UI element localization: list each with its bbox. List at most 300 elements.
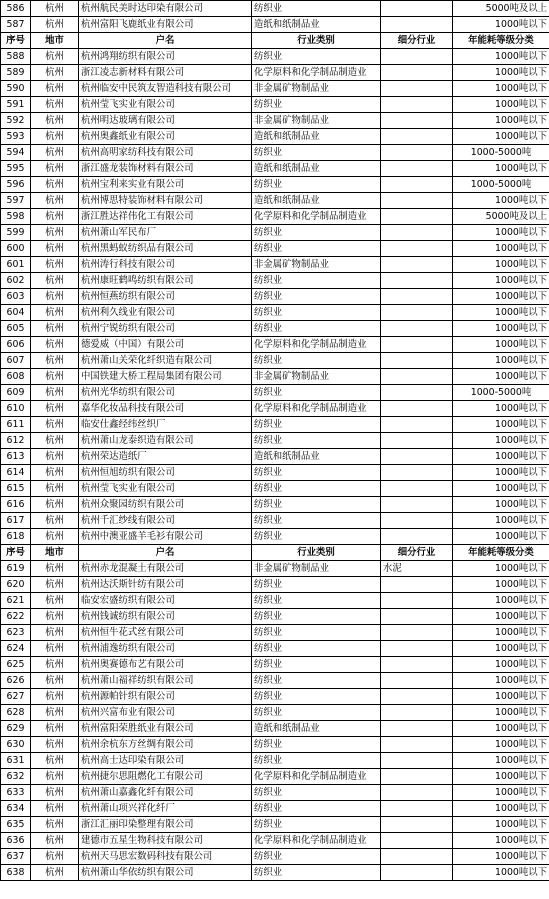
table-row [1, 817, 549, 833]
cell-company-name: 杭州萧山项兴祥化纤厂 [79, 801, 252, 817]
cell-city: 杭州 [31, 625, 79, 641]
cell-industry-category: 纺织业 [252, 785, 381, 801]
table-row [1, 177, 549, 193]
cell-company-name: 杭州源帕针织有限公司 [79, 689, 252, 705]
cell-city: 杭州 [31, 321, 79, 337]
cell-industry-category: 纺织业 [252, 801, 381, 817]
cell-sub-industry [381, 305, 453, 321]
cell-industry-category: 纺织业 [252, 353, 381, 369]
table-row [1, 289, 549, 305]
cell-industry-category: 纺织业 [252, 385, 381, 401]
table-row [1, 257, 549, 273]
cell-sub-industry [381, 97, 453, 113]
cell-industry-category: 纺织业 [252, 865, 381, 881]
cell-serial-number: 609 [1, 385, 31, 401]
cell-energy-level: 1000-5000吨 [453, 177, 549, 193]
cell-industry-category: 纺织业 [252, 625, 381, 641]
table-row [1, 369, 549, 385]
cell-city: 杭州 [31, 209, 79, 225]
cell-serial-number: 621 [1, 593, 31, 609]
cell-company-name: 杭州光华纺织有限公司 [79, 385, 252, 401]
cell-serial-number: 633 [1, 785, 31, 801]
header-city: 地市 [31, 545, 79, 561]
cell-city: 杭州 [31, 353, 79, 369]
cell-company-name: 杭州高明家纺科技有限公司 [79, 145, 252, 161]
table-row [1, 385, 549, 401]
cell-sub-industry [381, 577, 453, 593]
cell-energy-level: 1000吨以下 [453, 801, 549, 817]
table-row [1, 433, 549, 449]
cell-energy-level: 1000吨以下 [453, 497, 549, 513]
cell-sub-industry [381, 481, 453, 497]
cell-industry-category: 纺织业 [252, 177, 381, 193]
cell-sub-industry [381, 337, 453, 353]
cell-city: 杭州 [31, 305, 79, 321]
cell-company-name: 浙江盛龙装饰材料有限公司 [79, 161, 252, 177]
cell-energy-level: 1000吨以下 [453, 353, 549, 369]
cell-serial-number: 606 [1, 337, 31, 353]
table-row [1, 337, 549, 353]
cell-sub-industry [381, 81, 453, 97]
cell-company-name: 杭州萧山华依纺织有限公司 [79, 865, 252, 881]
cell-serial-number: 636 [1, 833, 31, 849]
table-row [1, 81, 549, 97]
table-row [1, 417, 549, 433]
header-sub-industry: 细分行业 [381, 33, 453, 49]
cell-sub-industry [381, 225, 453, 241]
cell-company-name: 浙江汇丽印染整理有限公司 [79, 817, 252, 833]
cell-city: 杭州 [31, 641, 79, 657]
cell-sub-industry [381, 145, 453, 161]
cell-city: 杭州 [31, 689, 79, 705]
cell-serial-number: 586 [1, 1, 31, 17]
cell-energy-level: 1000吨以下 [453, 753, 549, 769]
cell-company-name: 杭州千汇纱线有限公司 [79, 513, 252, 529]
cell-serial-number: 614 [1, 465, 31, 481]
cell-industry-category: 纺织业 [252, 97, 381, 113]
cell-serial-number: 597 [1, 193, 31, 209]
cell-company-name: 嘉华化妆品科技有限公司 [79, 401, 252, 417]
cell-energy-level: 1000吨以下 [453, 769, 549, 785]
cell-industry-category: 纺织业 [252, 49, 381, 65]
cell-energy-level: 1000吨以下 [453, 81, 549, 97]
table-row [1, 305, 549, 321]
table-row [1, 209, 549, 225]
cell-sub-industry [381, 721, 453, 737]
header-company-name: 户名 [79, 545, 252, 561]
table-row [1, 161, 549, 177]
cell-energy-level: 1000吨以下 [453, 305, 549, 321]
cell-serial-number: 622 [1, 609, 31, 625]
cell-company-name: 杭州黑蚂蚁纺织品有限公司 [79, 241, 252, 257]
table-row [1, 129, 549, 145]
cell-serial-number: 596 [1, 177, 31, 193]
cell-company-name: 杭州钱诚纺织有限公司 [79, 609, 252, 625]
cell-serial-number: 620 [1, 577, 31, 593]
cell-serial-number: 607 [1, 353, 31, 369]
cell-energy-level: 5000吨及以上 [453, 1, 549, 17]
cell-serial-number: 590 [1, 81, 31, 97]
cell-city: 杭州 [31, 161, 79, 177]
table-row [1, 481, 549, 497]
cell-serial-number: 626 [1, 673, 31, 689]
cell-energy-level: 1000吨以下 [453, 49, 549, 65]
cell-company-name: 杭州余杭东方丝绸有限公司 [79, 737, 252, 753]
cell-city: 杭州 [31, 705, 79, 721]
cell-sub-industry [381, 529, 453, 545]
cell-sub-industry [381, 849, 453, 865]
header-energy-level: 年能耗等级分类 [453, 33, 549, 49]
cell-industry-category: 化学原料和化学制品制造业 [252, 337, 381, 353]
cell-company-name: 杭州浦逸纺织有限公司 [79, 641, 252, 657]
cell-city: 杭州 [31, 129, 79, 145]
table-row [1, 705, 549, 721]
cell-company-name: 杭州恒燕纺织有限公司 [79, 289, 252, 305]
cell-industry-category: 非金属矿物制品业 [252, 369, 381, 385]
cell-company-name: 杭州恒旭纺织有限公司 [79, 465, 252, 481]
cell-industry-category: 造纸和纸制品业 [252, 161, 381, 177]
cell-serial-number: 598 [1, 209, 31, 225]
cell-company-name: 杭州利久线业有限公司 [79, 305, 252, 321]
cell-energy-level: 1000吨以下 [453, 833, 549, 849]
table-row [1, 785, 549, 801]
table-row [1, 273, 549, 289]
cell-energy-level: 5000吨及以上 [453, 209, 549, 225]
cell-sub-industry [381, 657, 453, 673]
cell-serial-number: 589 [1, 65, 31, 81]
cell-sub-industry [381, 497, 453, 513]
table-header-row [1, 545, 549, 561]
table-row [1, 225, 549, 241]
cell-energy-level: 1000吨以下 [453, 561, 549, 577]
cell-energy-level: 1000吨以下 [453, 577, 549, 593]
cell-industry-category: 纺织业 [252, 241, 381, 257]
cell-serial-number: 600 [1, 241, 31, 257]
table-row [1, 721, 549, 737]
cell-sub-industry [381, 401, 453, 417]
cell-serial-number: 615 [1, 481, 31, 497]
cell-sub-industry [381, 417, 453, 433]
cell-industry-category: 造纸和纸制品业 [252, 449, 381, 465]
cell-company-name: 杭州奥鑫纸业有限公司 [79, 129, 252, 145]
cell-company-name: 杭州莹飞实业有限公司 [79, 481, 252, 497]
cell-industry-category: 化学原料和化学制品制造业 [252, 833, 381, 849]
cell-company-name: 杭州荣达造纸厂 [79, 449, 252, 465]
cell-city: 杭州 [31, 177, 79, 193]
cell-city: 杭州 [31, 337, 79, 353]
cell-industry-category: 纺织业 [252, 497, 381, 513]
table-row [1, 17, 549, 33]
table-row [1, 193, 549, 209]
header-sub-industry: 细分行业 [381, 545, 453, 561]
table-row [1, 577, 549, 593]
cell-company-name: 杭州临安中民筑友智造科技有限公司 [79, 81, 252, 97]
cell-sub-industry [381, 769, 453, 785]
cell-company-name: 杭州达沃斯针纺有限公司 [79, 577, 252, 593]
cell-energy-level: 1000吨以下 [453, 193, 549, 209]
cell-sub-industry [381, 833, 453, 849]
cell-energy-level: 1000吨以下 [453, 673, 549, 689]
cell-serial-number: 604 [1, 305, 31, 321]
cell-energy-level: 1000吨以下 [453, 129, 549, 145]
cell-sub-industry [381, 161, 453, 177]
cell-sub-industry [381, 177, 453, 193]
cell-energy-level: 1000吨以下 [453, 161, 549, 177]
table-row [1, 465, 549, 481]
cell-energy-level: 1000吨以下 [453, 609, 549, 625]
table-row [1, 145, 549, 161]
cell-sub-industry [381, 737, 453, 753]
cell-sub-industry [381, 593, 453, 609]
cell-serial-number: 587 [1, 17, 31, 33]
cell-industry-category: 纺织业 [252, 305, 381, 321]
cell-serial-number: 602 [1, 273, 31, 289]
cell-sub-industry [381, 705, 453, 721]
cell-sub-industry [381, 257, 453, 273]
cell-sub-industry [381, 369, 453, 385]
table-row [1, 689, 549, 705]
cell-serial-number: 595 [1, 161, 31, 177]
cell-energy-level: 1000吨以下 [453, 17, 549, 33]
cell-city: 杭州 [31, 513, 79, 529]
cell-serial-number: 619 [1, 561, 31, 577]
cell-sub-industry [381, 273, 453, 289]
cell-energy-level: 1000吨以下 [453, 321, 549, 337]
table-row [1, 593, 549, 609]
cell-serial-number: 601 [1, 257, 31, 273]
cell-city: 杭州 [31, 145, 79, 161]
cell-company-name: 杭州萧山龙泰织造有限公司 [79, 433, 252, 449]
cell-sub-industry [381, 65, 453, 81]
cell-city: 杭州 [31, 529, 79, 545]
cell-sub-industry [381, 673, 453, 689]
cell-company-name: 浙江胜达祥伟化工有限公司 [79, 209, 252, 225]
cell-industry-category: 化学原料和化学制品制造业 [252, 209, 381, 225]
cell-sub-industry [381, 433, 453, 449]
cell-energy-level: 1000吨以下 [453, 401, 549, 417]
cell-city: 杭州 [31, 241, 79, 257]
cell-industry-category: 纺织业 [252, 417, 381, 433]
cell-serial-number: 594 [1, 145, 31, 161]
table-row [1, 113, 549, 129]
cell-sub-industry [381, 385, 453, 401]
cell-energy-level: 1000吨以下 [453, 257, 549, 273]
cell-serial-number: 605 [1, 321, 31, 337]
cell-city: 杭州 [31, 817, 79, 833]
cell-serial-number: 616 [1, 497, 31, 513]
cell-city: 杭州 [31, 561, 79, 577]
cell-sub-industry [381, 785, 453, 801]
cell-energy-level: 1000吨以下 [453, 481, 549, 497]
cell-sub-industry [381, 801, 453, 817]
cell-city: 杭州 [31, 577, 79, 593]
cell-city: 杭州 [31, 97, 79, 113]
cell-sub-industry [381, 625, 453, 641]
cell-serial-number: 632 [1, 769, 31, 785]
cell-company-name: 临安宏盛纺织有限公司 [79, 593, 252, 609]
cell-city: 杭州 [31, 17, 79, 33]
cell-serial-number: 591 [1, 97, 31, 113]
table-row [1, 657, 549, 673]
cell-city: 杭州 [31, 657, 79, 673]
cell-city: 杭州 [31, 433, 79, 449]
cell-energy-level: 1000吨以下 [453, 273, 549, 289]
cell-city: 杭州 [31, 401, 79, 417]
cell-city: 杭州 [31, 801, 79, 817]
cell-city: 杭州 [31, 833, 79, 849]
cell-company-name: 杭州恒牛花式丝有限公司 [79, 625, 252, 641]
cell-industry-category: 纺织业 [252, 689, 381, 705]
cell-sub-industry [381, 641, 453, 657]
cell-company-name: 杭州鸿翔纺织有限公司 [79, 49, 252, 65]
table-row [1, 801, 549, 817]
table-row [1, 561, 549, 577]
cell-energy-level: 1000吨以下 [453, 417, 549, 433]
cell-industry-category: 纺织业 [252, 529, 381, 545]
cell-city: 杭州 [31, 481, 79, 497]
cell-industry-category: 纺织业 [252, 577, 381, 593]
cell-energy-level: 1000吨以下 [453, 225, 549, 241]
cell-industry-category: 造纸和纸制品业 [252, 129, 381, 145]
cell-company-name: 建德市五星生物科技有限公司 [79, 833, 252, 849]
cell-company-name: 杭州兴富布业有限公司 [79, 705, 252, 721]
cell-city: 杭州 [31, 465, 79, 481]
cell-city: 杭州 [31, 225, 79, 241]
cell-energy-level: 1000吨以下 [453, 865, 549, 881]
cell-industry-category: 纺织业 [252, 145, 381, 161]
cell-energy-level: 1000吨以下 [453, 849, 549, 865]
cell-company-name: 杭州明达玻璃有限公司 [79, 113, 252, 129]
cell-sub-industry [381, 49, 453, 65]
cell-sub-industry [381, 465, 453, 481]
cell-company-name: 杭州莹飞实业有限公司 [79, 97, 252, 113]
cell-industry-category: 纺织业 [252, 817, 381, 833]
header-industry-category: 行业类别 [252, 33, 381, 49]
cell-energy-level: 1000吨以下 [453, 705, 549, 721]
cell-company-name: 杭州宝利来实业有限公司 [79, 177, 252, 193]
cell-company-name: 杭州中澳亚盛羊毛衫有限公司 [79, 529, 252, 545]
cell-energy-level: 1000吨以下 [453, 513, 549, 529]
cell-serial-number: 593 [1, 129, 31, 145]
cell-energy-level: 1000吨以下 [453, 737, 549, 753]
cell-industry-category: 纺织业 [252, 225, 381, 241]
cell-city: 杭州 [31, 609, 79, 625]
cell-industry-category: 纺织业 [252, 609, 381, 625]
cell-city: 杭州 [31, 193, 79, 209]
cell-energy-level: 1000吨以下 [453, 657, 549, 673]
cell-sub-industry [381, 289, 453, 305]
cell-company-name: 杭州捷尔思阻燃化工有限公司 [79, 769, 252, 785]
cell-energy-level: 1000吨以下 [453, 241, 549, 257]
cell-city: 杭州 [31, 785, 79, 801]
cell-company-name: 杭州众聚园纺织有限公司 [79, 497, 252, 513]
cell-energy-level: 1000吨以下 [453, 721, 549, 737]
cell-city: 杭州 [31, 737, 79, 753]
cell-serial-number: 608 [1, 369, 31, 385]
cell-city: 杭州 [31, 81, 79, 97]
cell-city: 杭州 [31, 849, 79, 865]
cell-serial-number: 635 [1, 817, 31, 833]
cell-company-name: 杭州富阳飞鹿纸业有限公司 [79, 17, 252, 33]
table-row [1, 497, 549, 513]
cell-serial-number: 627 [1, 689, 31, 705]
cell-city: 杭州 [31, 721, 79, 737]
cell-energy-level: 1000吨以下 [453, 529, 549, 545]
cell-serial-number: 623 [1, 625, 31, 641]
cell-industry-category: 化学原料和化学制品制造业 [252, 65, 381, 81]
cell-industry-category: 造纸和纸制品业 [252, 721, 381, 737]
header-serial-number: 序号 [1, 545, 31, 561]
cell-industry-category: 化学原料和化学制品制造业 [252, 401, 381, 417]
cell-energy-level: 1000-5000吨 [453, 145, 549, 161]
cell-serial-number: 629 [1, 721, 31, 737]
cell-serial-number: 618 [1, 529, 31, 545]
cell-company-name: 杭州萧山福祥纺织有限公司 [79, 673, 252, 689]
header-company-name: 户名 [79, 33, 252, 49]
cell-energy-level: 1000吨以下 [453, 337, 549, 353]
cell-industry-category: 化学原料和化学制品制造业 [252, 769, 381, 785]
table-row [1, 737, 549, 753]
cell-city: 杭州 [31, 113, 79, 129]
cell-serial-number: 637 [1, 849, 31, 865]
cell-industry-category: 纺织业 [252, 657, 381, 673]
cell-industry-category: 纺织业 [252, 593, 381, 609]
table-body [1, 1, 549, 881]
cell-sub-industry [381, 353, 453, 369]
table-row [1, 753, 549, 769]
cell-company-name: 杭州天马思宏数码科技有限公司 [79, 849, 252, 865]
cell-city: 杭州 [31, 257, 79, 273]
cell-company-name: 杭州高士达印染有限公司 [79, 753, 252, 769]
cell-industry-category: 纺织业 [252, 753, 381, 769]
cell-company-name: 杭州宁锐纺织有限公司 [79, 321, 252, 337]
cell-sub-industry [381, 113, 453, 129]
cell-energy-level: 1000吨以下 [453, 65, 549, 81]
cell-city: 杭州 [31, 417, 79, 433]
cell-city: 杭州 [31, 385, 79, 401]
cell-company-name: 杭州萧山嘉鑫化纤有限公司 [79, 785, 252, 801]
cell-industry-category: 纺织业 [252, 641, 381, 657]
cell-company-name: 杭州康旺鹤鸣纺织有限公司 [79, 273, 252, 289]
cell-sub-industry [381, 129, 453, 145]
cell-sub-industry [381, 609, 453, 625]
table-row [1, 513, 549, 529]
cell-industry-category: 非金属矿物制品业 [252, 81, 381, 97]
table-row [1, 65, 549, 81]
table-row [1, 833, 549, 849]
cell-sub-industry [381, 209, 453, 225]
table-row [1, 641, 549, 657]
cell-sub-industry [381, 689, 453, 705]
table-row [1, 1, 549, 17]
cell-serial-number: 610 [1, 401, 31, 417]
header-city: 地市 [31, 33, 79, 49]
cell-serial-number: 617 [1, 513, 31, 529]
cell-energy-level: 1000吨以下 [453, 641, 549, 657]
cell-serial-number: 631 [1, 753, 31, 769]
cell-company-name: 杭州博思特装饰材料有限公司 [79, 193, 252, 209]
table-row [1, 401, 549, 417]
table-row [1, 449, 549, 465]
cell-company-name: 杭州涛行科技有限公司 [79, 257, 252, 273]
cell-city: 杭州 [31, 769, 79, 785]
cell-energy-level: 1000吨以下 [453, 465, 549, 481]
cell-energy-level: 1000吨以下 [453, 369, 549, 385]
cell-company-name: 杭州富阳荣胜纸业有限公司 [79, 721, 252, 737]
cell-city: 杭州 [31, 289, 79, 305]
cell-sub-industry: 水泥 [381, 561, 453, 577]
cell-industry-category: 纺织业 [252, 737, 381, 753]
